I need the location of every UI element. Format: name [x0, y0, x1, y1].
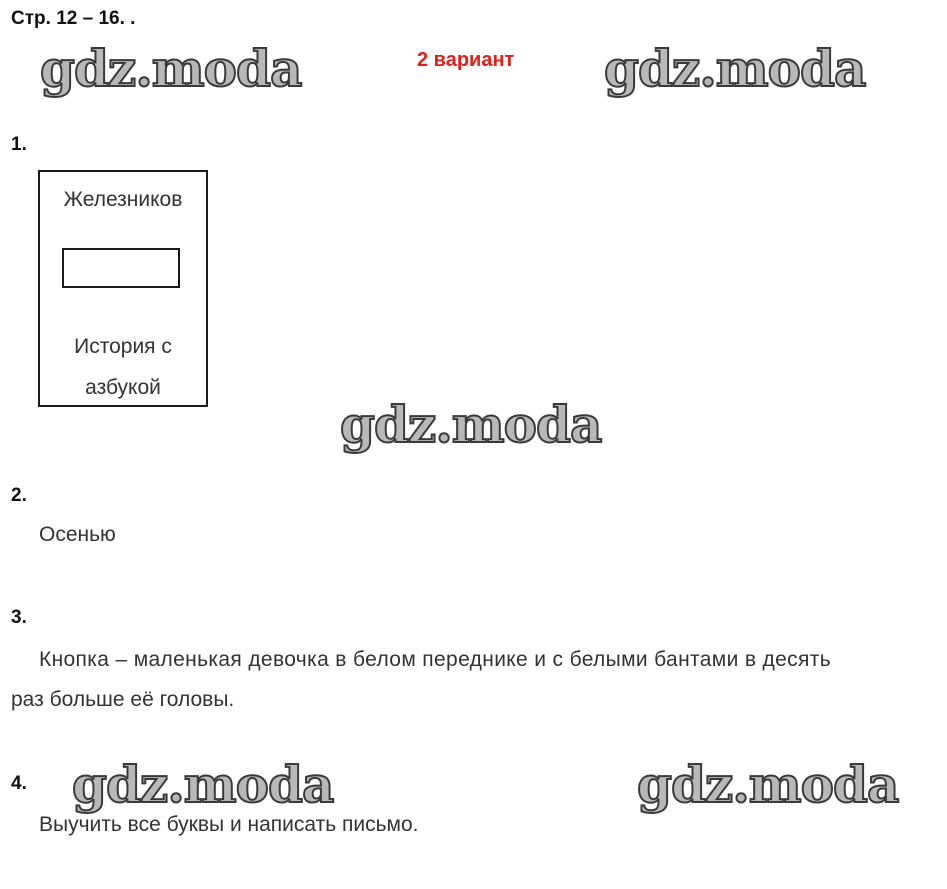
book-title [40, 326, 206, 408]
task-answer: Кнопка – маленькая девочка в белом переднике и с белыми бантами в десять [39, 648, 831, 671]
task-answer: раз больше её головы. [11, 688, 235, 711]
book-blank-slot [62, 248, 180, 288]
book-author: Железников [63, 188, 183, 211]
watermark-logo: gdz.moda [604, 39, 866, 98]
task-number: 4. [11, 773, 27, 794]
watermark-logo: gdz.moda [340, 395, 602, 454]
book-title-line: азбукой [85, 376, 161, 399]
variant-label: 2 вариант [417, 49, 515, 71]
watermark-logo: gdz.moda [40, 39, 302, 98]
task-answer: Осенью [39, 523, 116, 546]
page-header: Стр. 12 – 16. . [11, 8, 136, 29]
watermark-logo: gdz.moda [637, 755, 899, 814]
task-answer: Выучить все буквы и написать письмо. [39, 813, 419, 836]
task-number: 2. [11, 485, 27, 506]
book-cover [38, 170, 208, 407]
task-number: 1. [11, 134, 27, 155]
watermark-logo: gdz.moda [72, 755, 334, 814]
book-title-line: История с [74, 335, 172, 358]
task-number: 3. [11, 607, 27, 628]
